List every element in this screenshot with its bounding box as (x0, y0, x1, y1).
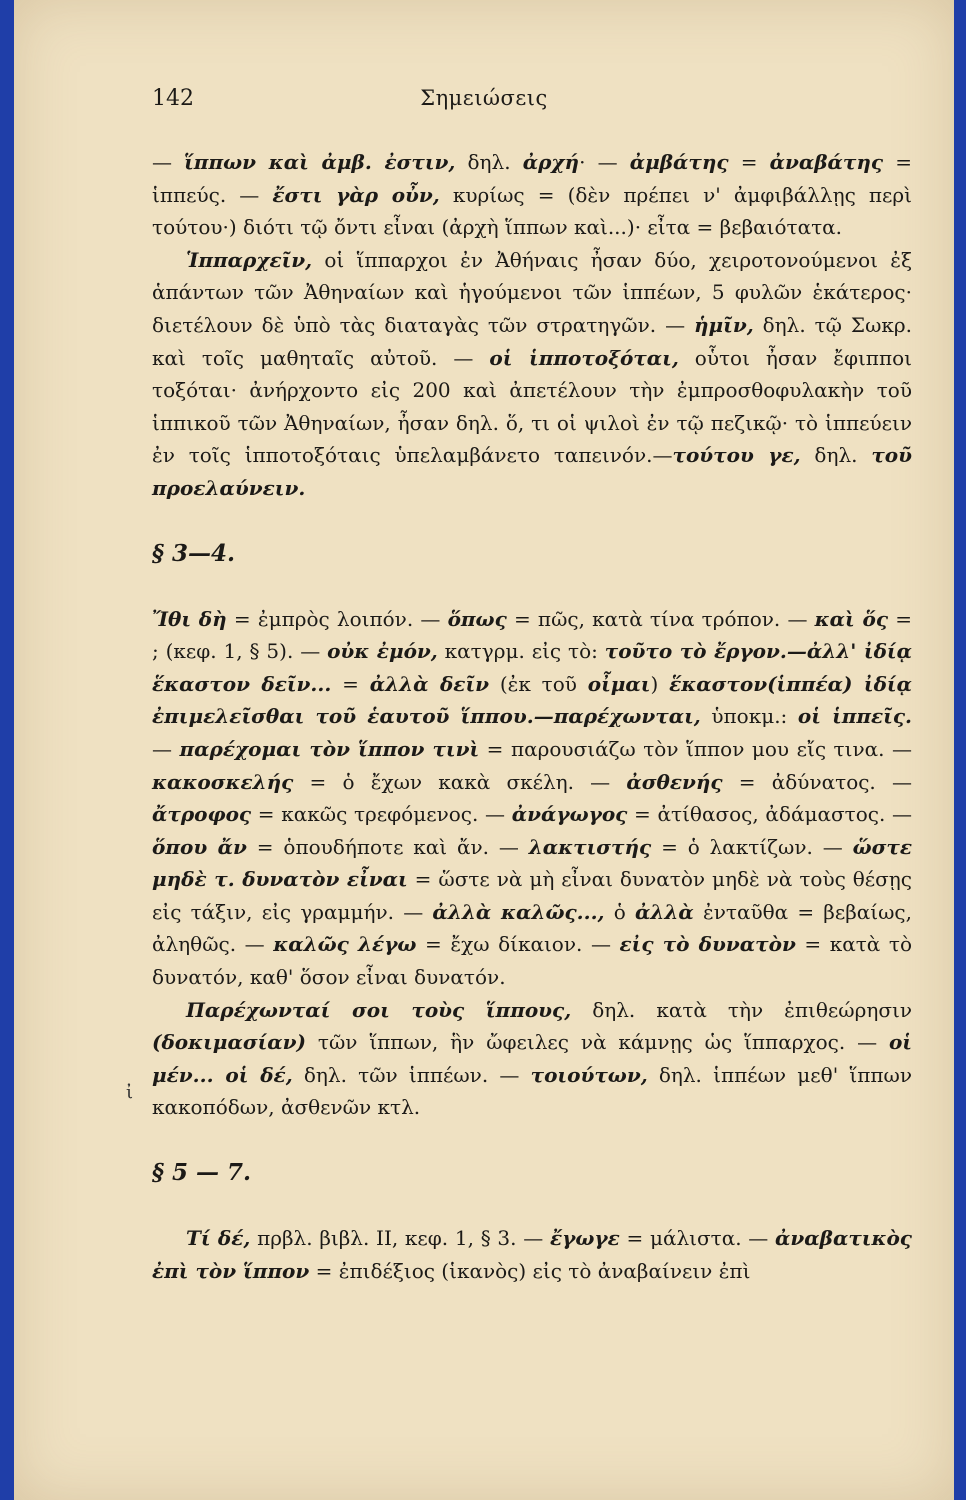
note-paragraph (152, 146, 912, 244)
note-text: δηλ. (800, 443, 872, 468)
notes-body (152, 146, 912, 1287)
note-paragraph (152, 244, 912, 505)
note-text: ὑποκμ.: (700, 704, 798, 729)
lemma: ἀναβατικὸς ἐπὶ τὸν ἵππον (152, 1226, 912, 1283)
note-paragraph (152, 1222, 912, 1287)
lemma: καὶ ὅς (814, 606, 889, 631)
lemma: ἀνάγωγος (511, 802, 628, 827)
lemma: Ἱππαρχεῖν, (186, 247, 313, 272)
lemma: ἀλλὰ δεῖν (369, 671, 490, 696)
page-number: 142 (152, 86, 194, 111)
book-page (14, 0, 954, 1500)
note-paragraph (152, 603, 912, 994)
lemma: ἵππων καὶ ἀμβ. ἐστιν, (184, 150, 456, 174)
lemma: (δοκιμασίαν) (152, 1030, 306, 1055)
note-text: δηλ. ἱππέων μεθ' ἵππων κακοπόδων, ἀσθενῶν κτλ. (152, 1062, 912, 1120)
page-header (14, 86, 954, 120)
lemma: ἔγωγε (549, 1226, 620, 1251)
note-text: = ἀτίθασος, ἀδάμαστος. — (627, 802, 912, 827)
note-text: = (331, 671, 370, 696)
note-text: = κατὰ τὸ δυνατόν, καθ' ὅσον εἶναι δυνατόν. (152, 932, 912, 990)
lemma: λακτιστής (528, 834, 652, 859)
note-text: τῶν ἵππων, ἣν ὤφειλες νὰ κάμνῃς ὡς ἵππαρχος. — (306, 1030, 889, 1055)
lemma: παρέχομαι τὸν ἵππον τινὶ (179, 736, 480, 761)
lemma: ἡμῖν, (694, 312, 754, 337)
lemma: κακοσκελής (152, 769, 294, 794)
lemma: ὅπως (447, 606, 507, 631)
note-text: δηλ. τῶν ἱππέων. — (292, 1062, 531, 1087)
lemma: τούτου γε, (672, 443, 801, 468)
note-text: = ἔχω δίκαιον. — (416, 932, 620, 957)
note-text: πρβλ. βιβλ. II, κεφ. 1, § 3. — (250, 1226, 550, 1251)
lemma: οἶμαι (587, 671, 651, 696)
note-text: = ὁ ἔχων κακὰ σκέλη. — (293, 769, 627, 794)
lemma: ἕκαστον(ἱππέα) ἰδίᾳ ἐπιμελεῖσθαι τοῦ ἑαυτοῦ ἵππου.—παρέχωνται, (152, 671, 912, 729)
note-text: = ; (κεφ. 1, § 5). — (152, 606, 913, 664)
lemma: ἀλλὰ (634, 899, 694, 924)
lemma: καλῶς λέγω (273, 932, 417, 957)
lemma: Ἴθι δὴ (152, 606, 227, 631)
note-text: · — (579, 150, 630, 174)
note-text: δηλ. κατὰ τὴν ἐπιθεώρησιν (571, 997, 912, 1022)
lemma: ἀμβάτης (629, 150, 729, 174)
lemma: ὥστε μηδὲ τ. δυνατὸν εἶναι (152, 834, 912, 892)
lemma: οἱ ἱππεῖς. (797, 704, 913, 729)
note-text: δηλ. (455, 150, 523, 174)
lemma: τοῦτο τὸ ἔργον.—ἀλλ' ἰδίᾳ ἕκαστον δεῖν... (152, 639, 912, 696)
note-text: οὗτοι ἦσαν ἔφιπποι τοξόται· ἀνήρχοντο εἰς 200 καὶ ἀπετέλουν τὴν ἐμπροσθοφυλακὴν τοῦ ἱππικοῦ τῶν Ἀθηναίων, ἦσαν δηλ. ὅ, τι οἱ ψιλοὶ ἐν τῷ πεζικῷ· τὸ ἱππεύειν ἐν τοῖς ἱπποτοξόταις ὑπελαμβάνετο ταπεινόν.— (152, 345, 912, 468)
lemma: ἔστι γὰρ οὖν, (272, 182, 440, 207)
section-heading: § 5 — 7. (152, 1159, 252, 1187)
note-text: = μάλιστα. — (619, 1226, 776, 1251)
lemma: ἄτροφος (152, 802, 252, 827)
lemma: Τί δέ, (186, 1226, 251, 1251)
note-text: ) (650, 671, 670, 696)
running-title: Σημειώσεις (420, 86, 548, 110)
margin-mark: ἰ (126, 1082, 134, 1103)
note-text: = ἀδύνατος. — (722, 769, 912, 794)
note-text: = ἐπιδέξιος (ἱκανὸς) εἰς τὸ ἀναβαίνειν ἐπὶ (309, 1258, 751, 1283)
note-paragraph (152, 994, 912, 1124)
note-text: οἱ ἵππαρχοι ἐν Ἀθήναις ἦσαν δύο, χειροτονούμενοι ἐξ ἁπάντων τῶν Ἀθηναίων καὶ ἡγούμενοι τῶν ἱππέων, 5 φυλῶν ἑκάτερος· διετέλουν δὲ ὑπὸ τὰς διαταγὰς τῶν στρατηγῶν. — (152, 247, 912, 337)
note-text: = παρουσιάζω τὸν ἵππον μου εἴς τινα. — (479, 736, 912, 761)
note-text: — (152, 150, 185, 174)
lemma: ἀσθενής (626, 769, 723, 794)
lemma: τοῦ προελαύνειν. (152, 443, 912, 500)
note-text: κατγρμ. εἰς τὸ: (437, 639, 605, 664)
note-text: δηλ. τῷ Σωκρ. καὶ τοῖς μαθηταῖς αὐτοῦ. — (152, 312, 912, 370)
note-text: ὁ (604, 899, 635, 924)
lemma: ὅπου ἄν (152, 834, 247, 859)
note-text: = ἱππεύς. — (152, 150, 912, 207)
lemma: οὐκ ἐμόν, (327, 639, 438, 664)
section-heading: § 3—4. (152, 539, 236, 567)
lemma: ἀναβάτης (769, 150, 884, 174)
note-text: ἐνταῦθα = βεβαίως, ἀληθῶς. — (152, 899, 912, 957)
lemma: Παρέχωνταί σοι τοὺς ἵππους, (186, 997, 572, 1022)
lemma: τοιούτων, (530, 1062, 648, 1087)
lemma: ἀρχή (522, 150, 580, 174)
note-text: = ὁ λακτίζων. — (651, 834, 853, 859)
lemma: οἱ ἱπποτοξόται, (489, 345, 679, 370)
note-text: = ὁπουδήποτε καὶ ἄν. — (246, 834, 529, 859)
note-text: = ὥστε νὰ μὴ εἶναι δυνατὸν μηδὲ νὰ τοὺς θέσῃς εἰς τάξιν, εἰς γραμμήν. — (152, 867, 912, 924)
lemma: ἀλλὰ καλῶς..., (432, 899, 605, 924)
note-text: = ἐμπρὸς λοιπόν. — (226, 606, 448, 631)
lemma: εἰς τὸ δυνατὸν (619, 932, 796, 957)
note-text: κυρίως = (δὲν πρέπει ν' ἀμφιβάλλῃς περὶ τούτου·) διότι τῷ ὄντι εἶναι (ἀρχὴ ἵππων καὶ...)· εἶτα = βεβαιότατα. (152, 182, 912, 240)
note-text: = πῶς, κατὰ τίνα τρόπον. — (506, 606, 815, 631)
note-text: = (728, 150, 770, 174)
note-text: = κακῶς τρεφόμενος. — (251, 802, 512, 827)
note-text: (ἐκ τοῦ (489, 671, 588, 696)
note-text: — (152, 736, 180, 761)
lemma: οἱ μέν... οἱ δέ, (152, 1030, 912, 1087)
